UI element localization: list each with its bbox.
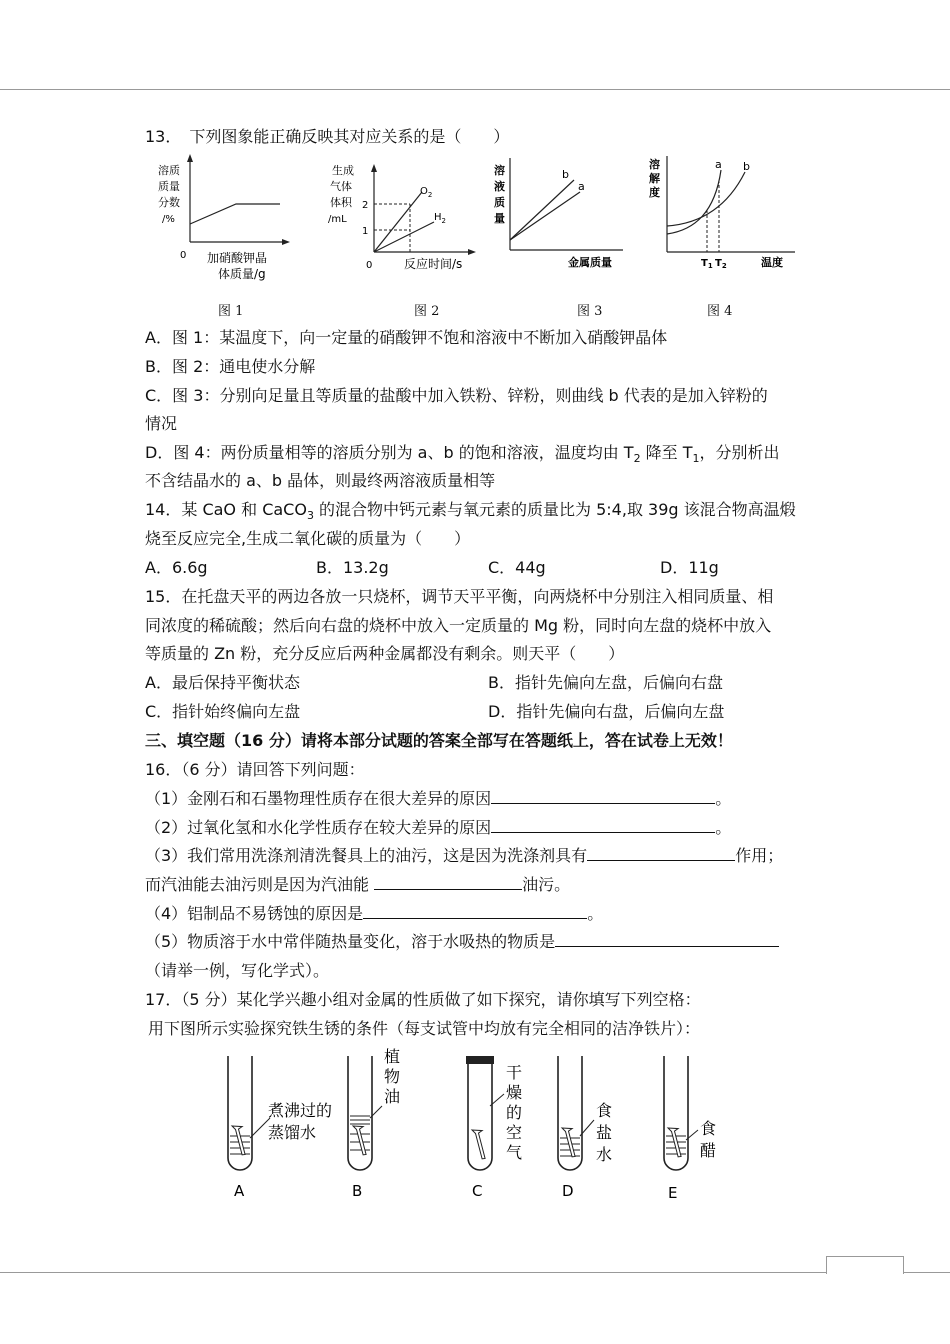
tube-d-label: D [562, 1182, 574, 1200]
figure-1 [152, 152, 292, 287]
fig3-b: b [562, 168, 569, 181]
fig2-h2: H [434, 212, 442, 223]
fig2-o2: O [420, 186, 428, 197]
fig2-o2-sub: 2 [427, 191, 433, 199]
fig1-xlabel-2: 体质量/g [218, 267, 266, 281]
fig2-h2-sub: 2 [441, 217, 446, 225]
fig1-ylabel-2: 质量 [158, 180, 180, 193]
tube-e-label: E [668, 1184, 678, 1202]
q16-item-5b: （请举一例，写化学式）。 [145, 961, 330, 980]
q16-item-4: （4）铝制品不易锈蚀的原因是 。 [145, 904, 604, 923]
fig3-line-a [510, 192, 580, 240]
fig3-line-b [510, 180, 574, 240]
q14-option-d: D．11g [660, 558, 719, 577]
q13-option-c-line1: C．图 3：分别向足量且等质量的盐酸中加入铁粉、锌粉，则曲线 b 代表的是加入锌粉的 [145, 386, 768, 405]
q13-option-c-line2: 情况 [145, 414, 178, 433]
q13-stem: 13． 下列图象能正确反映其对应关系的是（ ） [145, 127, 510, 146]
fig4-curve-a [667, 170, 721, 234]
fig2-line-o2 [374, 192, 422, 252]
fig4-ylabel-1: 溶 [649, 158, 660, 171]
fig4-t1-sub: 1 [707, 262, 713, 270]
footer-rule-right [902, 1272, 950, 1273]
fig2-tick-1: 1 [362, 226, 369, 237]
tube-c-text-2: 燥 [506, 1083, 523, 1102]
tube-e-text-2: 醋 [700, 1141, 717, 1160]
fig1-caption: 图 1 [218, 304, 244, 319]
q13-option-a: A．图 1：某温度下，向一定量的硝酸钾不饱和溶液中不断加入硝酸钾晶体 [145, 328, 668, 347]
fig3-ylabel-1: 溶 [494, 164, 505, 177]
tube-b-text-1: 植 [384, 1047, 401, 1066]
fig4-t2: T [715, 258, 722, 269]
tube-d-text-3: 水 [596, 1145, 613, 1164]
q15-option-c: C．指针始终偏向左盘 [145, 702, 301, 721]
page-number-box [826, 1256, 904, 1274]
fig2-origin: 0 [366, 260, 373, 271]
fig4-t2-sub: 2 [721, 262, 727, 270]
fig4-ylabel-2: 解 [649, 172, 660, 185]
fig3-ylabel-4: 量 [494, 212, 505, 225]
fig2-xlabel: 反应时间/s [404, 257, 463, 271]
footer-rule [0, 1272, 826, 1273]
fig1-ylabel-1: 溶质 [158, 164, 180, 177]
tube-e [664, 1056, 716, 1202]
fig2-caption: 图 2 [414, 304, 440, 319]
q15-option-b: B．指针先偏向左盘，后偏向右盘 [488, 673, 723, 692]
q16-blank-3b[interactable] [374, 875, 522, 890]
fig2-ylabel-1: 生成 [332, 164, 354, 177]
q14-option-c: C．44g [488, 558, 546, 577]
fig4-a: a [715, 158, 722, 171]
q16-blank-1[interactable] [491, 789, 715, 804]
svg-text:T2 [715, 258, 727, 270]
q13-option-b: B．图 2：通电使水分解 [145, 357, 316, 376]
fig4-t1: T [701, 258, 708, 269]
q14-option-b: B．13.2g [316, 558, 389, 577]
tube-c-text-4: 空 [506, 1123, 523, 1142]
q16-item-2: （2）过氧化氢和水化学性质存在较大差异的原因 。 [145, 818, 732, 837]
fig1-ylabel-4: /% [162, 214, 175, 225]
q16-item-3b: 而汽油能去油污则是因为汽油能 油污。 [145, 875, 571, 894]
figure-2 [322, 152, 482, 287]
svg-text:T1 [701, 258, 713, 270]
q16-item-1: （1）金刚石和石墨物理性质存在很大差异的原因 。 [145, 789, 732, 808]
q15-stem-line3: 等质量的 Zn 粉，充分反应后两种金属都没有剩余。则天平（ ） [145, 644, 625, 663]
tube-c-text-5: 气 [506, 1143, 523, 1162]
q15-option-d: D．指针先偏向右盘，后偏向左盘 [488, 702, 725, 721]
fig1-ylabel-3: 分数 [158, 196, 180, 209]
fig3-ylabel-2: 液 [494, 180, 505, 193]
tube-c-text-1: 干 [506, 1063, 523, 1082]
fig1-origin: 0 [180, 250, 187, 261]
test-tubes-figure [210, 1046, 750, 1206]
tube-e-text-1: 食 [700, 1119, 717, 1138]
tube-b [348, 1047, 400, 1200]
fig2-ylabel-2: 气体 [330, 180, 352, 193]
fig2-line-h2 [374, 222, 434, 252]
fig2-ylabel-3: 体积 [330, 196, 352, 209]
q16-item-5: （5）物质溶于水中常伴随热量变化，溶于水吸热的物质是 [145, 932, 779, 952]
fig4-b: b [743, 160, 750, 173]
tube-b-text-3: 油 [384, 1087, 401, 1106]
tube-c-stopper [466, 1056, 494, 1064]
q15-stem-line1: 15．在托盘天平的两边各放一只烧杯，调节天平平衡，向两烧杯中分别注入相同质量、相 [145, 587, 774, 606]
section-3-heading: 三、填空题（16 分）请将本部分试题的答案全部写在答题纸上，答在试卷上无效！ [145, 731, 733, 750]
tube-a-text-1: 煮沸过的 [268, 1101, 333, 1120]
q14-stem-line2: 烧至反应完全,生成二氧化碳的质量为（ ） [145, 529, 471, 548]
q16-blank-2[interactable] [491, 818, 715, 833]
q17-sub: 用下图所示实验探究铁生锈的条件（每支试管中均放有完全相同的洁净铁片）： [148, 1019, 701, 1038]
header-rule [0, 89, 950, 90]
q16-blank-4[interactable] [363, 904, 587, 919]
q15-stem-line2: 同浓度的稀硫酸；然后向右盘的烧杯中放入一定质量的 Mg 粉，同时向左盘的烧杯中放入 [145, 616, 772, 635]
q14-stem-line1: 14．某 CaO 和 CaCO$_3$ 的混合物中钙元素与氧元素的质量比为 5:4,取 39g 该混合物高温煅 [145, 500, 796, 523]
tube-c-label: C [472, 1182, 483, 1200]
q17-stem: 17．（5 分）某化学兴趣小组对金属的性质做了如下探究，请你填写下列空格： [145, 990, 701, 1009]
tube-d-text-1: 食 [596, 1101, 613, 1120]
fig3-a: a [578, 180, 585, 193]
fig1-xlabel-1: 加硝酸钾晶 [207, 251, 268, 265]
tube-c [466, 1056, 522, 1200]
q13-option-d-line2: 不含结晶水的 a、b 晶体，则最终两溶液质量相等 [145, 471, 496, 490]
q16-blank-3a[interactable] [587, 846, 735, 861]
fig2-tick-2: 2 [362, 200, 369, 211]
fig2-ylabel-4: /mL [328, 214, 347, 225]
figure-4 [645, 152, 805, 277]
tube-b-text-2: 物 [384, 1067, 401, 1086]
q16-item-3: （3）我们常用洗涤剂清洗餐具上的油污，这是因为洗涤剂具有 作用； [145, 846, 784, 865]
tube-d [558, 1056, 612, 1200]
fig3-caption: 图 3 [577, 304, 603, 319]
tube-a-label: A [234, 1182, 245, 1200]
fig3-ylabel-3: 质 [494, 196, 505, 209]
tube-a [228, 1056, 332, 1200]
fig4-curve-b [667, 172, 745, 226]
fig4-caption: 图 4 [707, 304, 733, 319]
svg-text:O2 [420, 186, 432, 199]
tube-b-label: B [352, 1182, 363, 1200]
tube-a-text-2: 蒸馏水 [268, 1123, 317, 1142]
tube-d-text-2: 盐 [596, 1123, 613, 1142]
svg-text:H2 [434, 212, 446, 225]
q13-option-d-line1: D．图 4：两份质量相等的溶质分别为 a、b 的饱和溶液，温度均由 $T_2$ 降至 $T_1$，分别析出 [145, 443, 780, 466]
q15-option-a: A．最后保持平衡状态 [145, 673, 300, 692]
q16-blank-5[interactable] [555, 932, 779, 947]
figure-3 [488, 152, 628, 277]
fig4-ylabel-3: 度 [649, 186, 660, 199]
fig4-xlabel: 温度 [761, 256, 783, 269]
tube-c-text-3: 的 [506, 1103, 523, 1122]
fig3-xlabel: 金属质量 [568, 256, 612, 269]
q14-option-a: A．6.6g [145, 558, 208, 577]
q16-stem: 16．（6 分）请回答下列问题： [145, 760, 365, 779]
fig1-curve [190, 204, 280, 224]
